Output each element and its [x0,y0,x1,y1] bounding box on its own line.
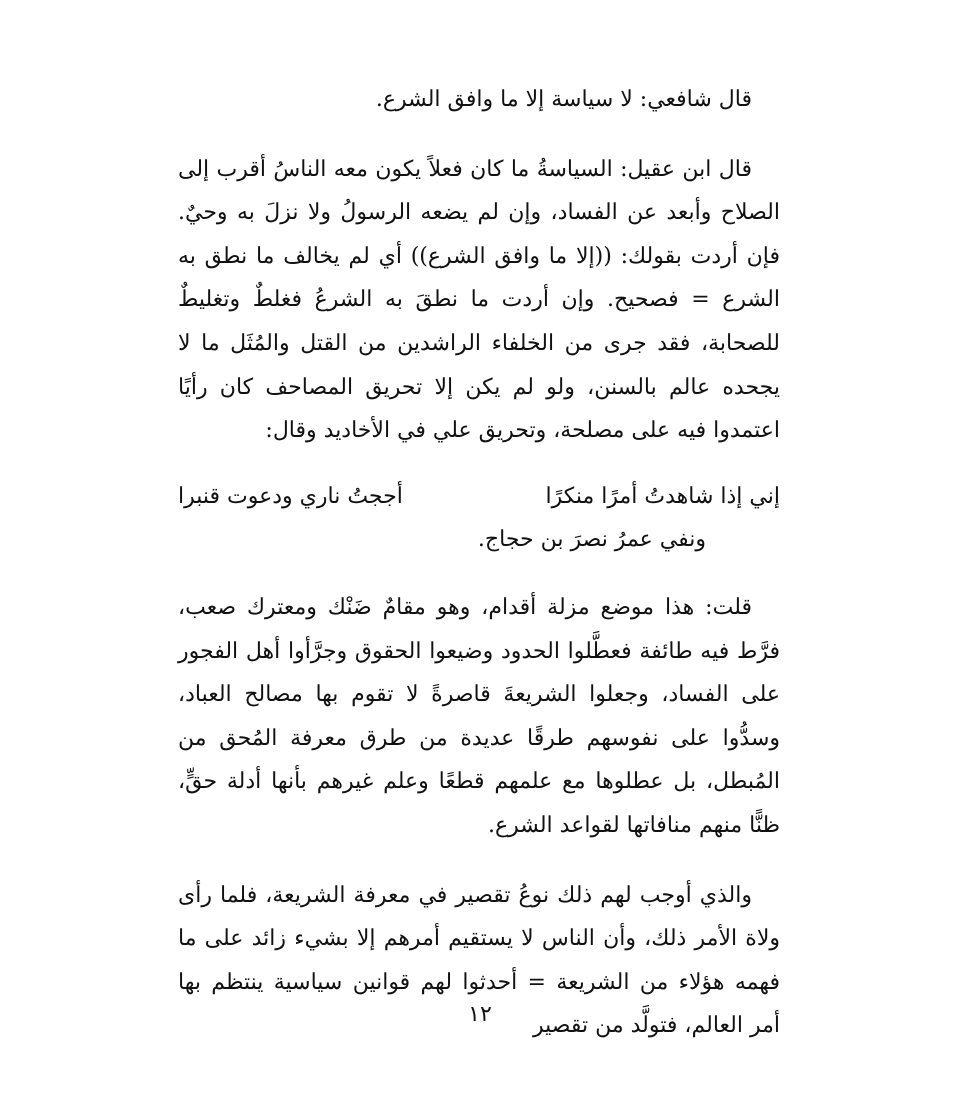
paragraph-spacer [178,562,780,586]
paragraph-qultu: قلت: هذا موضع مزلة أقدام، وهو مقامٌ ضَنْك ومعترك صعب، فرَّط فيه طائفة فعطَّلوا الحدود وضيعوا الحقوق وجرَّأوا أهل الفجور على الفساد، وجعلوا الشريعةَ قاصرةً لا تقوم بها مصالح العباد، وسدُّوا على نفوسهم طرقًا عديدة من طرق معرفة المُحق من المُبطل، بل عطلوها مع علمهم قطعًا وعلم غيرهم بأنها أدلة حقٍّ، ظنًّا منهم منافاتها لقواعد الشرع. [178,594,780,838]
verse-first-hemistich: إني إذا شاهدتُ أمرًا منكرًا [545,483,780,509]
paragraph-spacer [178,122,780,148]
paragraph-ibn-aqil: قال ابن عقيل: السياسةُ ما كان فعلاً يكون معه الناسُ أقرب إلى الصلاح وأبعد عن الفساد، وإن لم يضعه الرسولُ ولا نزلَ به وحيٌ. فإن أردت بقولك: ((إلا ما وافق الشرع)) أي لم يخالف ما نطق به الشرع = فصحيح. وإن أردت ما نطقَ به الشرعُ فغلطٌ وتغليطٌ للصحابة، فقد جرى من الخلفاء الراشدين من القتل والمُثَل ما لا يجحده عالم بالسنن، ولو لم يكن إلا تحريق المصاحف كان رأيًا اعتمدوا فيه على مصلحة، وتحريق علي في الأخاديد وقال: [178,156,780,444]
poem-verse [178,475,780,519]
paragraph-shafii-quote: قال شافعي: لا سياسة إلا ما وافق الشرع. [375,87,752,112]
page-body [178,78,780,1048]
verse-tail-line: ونفي عمرُ نصرَ بن حجاج. [477,527,706,553]
page-number: ١٢ [468,1002,492,1027]
verse-second-hemistich: أججتُ ناري ودعوت قنبرا [178,483,403,509]
paragraph-spacer [178,848,780,874]
paragraph-spacer [178,453,780,475]
paragraph-alladhi: والذي أوجب لهم ذلك نوعُ تقصير في معرفة الشريعة، فلما رأى ولاة الأمر ذلك، وأن الناس لا يستقيم أمرهم إلا بشيء زائد على ما فهمه هؤلاء من الشريعة = أحدثوا لهم قوانين سياسية ينتظم بها أمر العالم، فتولَّد من تقصير [178,882,780,1039]
